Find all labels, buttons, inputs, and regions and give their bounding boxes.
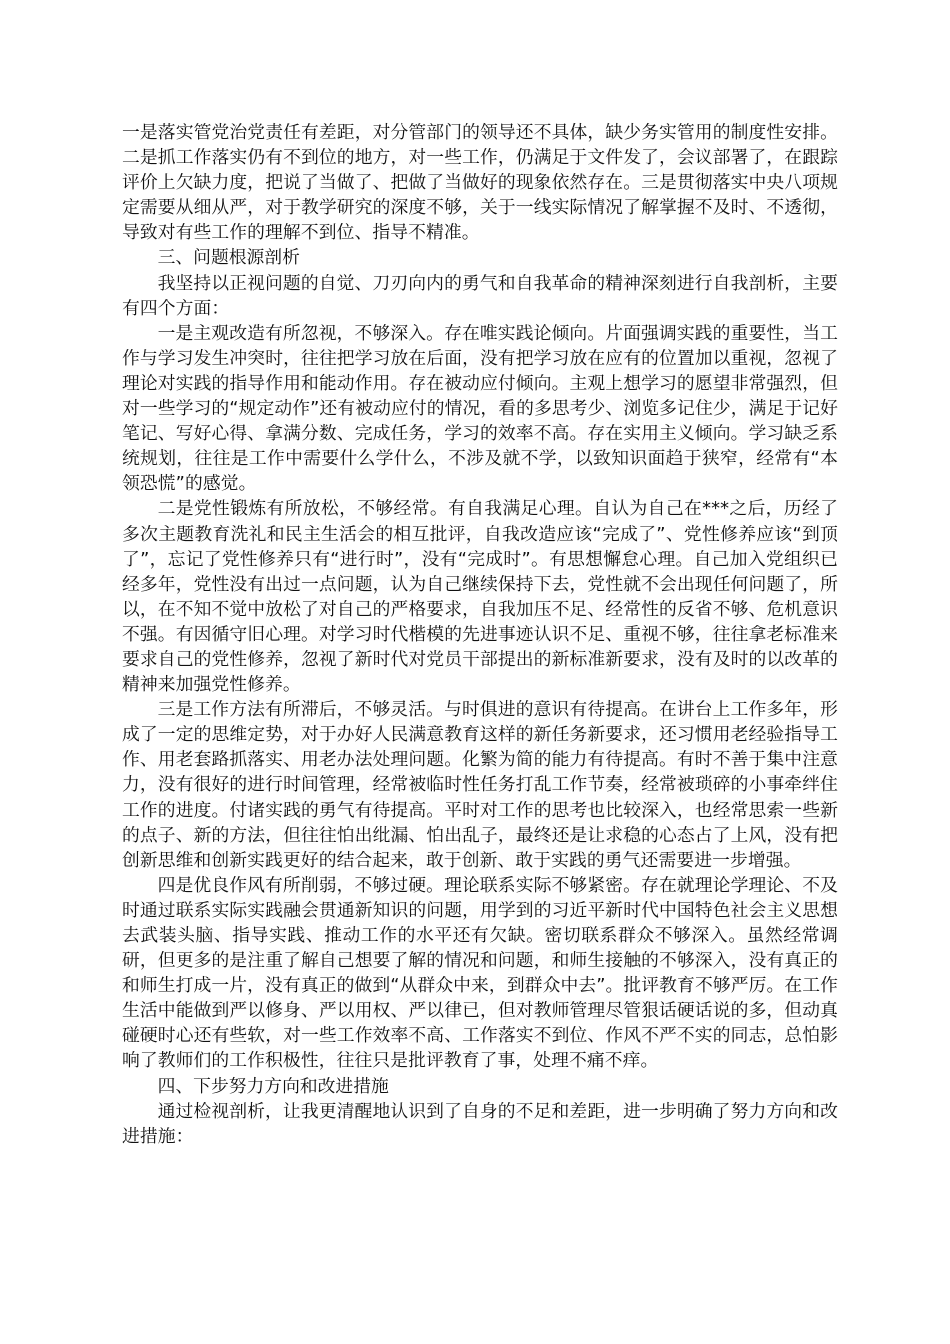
- paragraph-continued: 一是落实管党治党责任有差距，对分管部门的领导还不具体，缺少务实管用的制度性安排。二是抓工作落实仍有不到位的地方，对一些工作，仍满足于文件发了，会议部署了，在跟踪评价上欠缺力度，把说了当做了、把做了当做好的现象依然存在。三是贯彻落实中央八项规定需要从细从严，对于教学研究的深度不够，关于一线实际情况了解掌握不及时、不透彻，导致对有些工作的理解不到位、指导不精准。: [122, 122, 838, 244]
- paragraph-closing: 通过检视剖析，让我更清醒地认识到了自身的不足和差距，进一步明确了努力方向和改进措施：: [122, 1100, 838, 1147]
- document-body: [122, 120, 838, 1149]
- paragraph-point-2: 二是党性锻炼有所放松，不够经常。有自我满足心理。自认为自己在***之后，历经了多次主题教育洗礼和民主生活会的相互批评，自我改造应该“完成了”、党性修养应该“到顶了”，忘记了党性修养只有“进行时”，没有“完成时”。有思想懈怠心理。自己加入党组织已经多年，党性没有出过一点问题，认为自己继续保持下去，党性就不会出现任何问题了，所以，在不知不觉中放松了对自己的严格要求，自我加压不足、经常性的反省不够、危机意识不强。有因循守旧心理。对学习时代楷模的先进事迹认识不足、重视不够，往往拿老标准来要求自己的党性修养，忽视了新时代对党员干部提出的新标准新要求，没有及时的以改革的精神来加强党性修养。: [122, 498, 838, 696]
- paragraph-point-1: 一是主观改造有所忽视，不够深入。存在唯实践论倾向。片面强调实践的重要性，当工作与学习发生冲突时，往往把学习放在后面，没有把学习放在应有的位置加以重视，忽视了理论对实践的指导作用和能动作用。存在被动应付倾向。主观上想学习的愿望非常强烈，但对一些学习的“规定动作”还有被动应付的情况，看的多思考少、浏览多记住少，满足于记好笔记、写好心得、拿满分数、完成任务，学习的效率不高。存在实用主义倾向。学习缺乏系统规划，往往是工作中需要什么学什么，不涉及就不学，以致知识面趋于狭窄，经常有“本领恐慌”的感觉。: [122, 322, 838, 495]
- paragraph-point-4: 四是优良作风有所削弱，不够过硬。理论联系实际不够紧密。存在就理论学理论、不及时通过联系实际实践融会贯通新知识的问题，用学到的习近平新时代中国特色社会主义思想去武装头脑、指导实践、推动工作的水平还有欠缺。密切联系群众不够深入。虽然经常调研，但更多的是注重了解自己想要了解的情况和问题，和师生接触的不够深入，没有真正的和师生打成一片，没有真正的做到“从群众中来，到群众中去”。批评教育不够严厉。在工作生活中能做到严以修身、严以用权、严以律已，但对教师管理尽管狠话硬话说的多，但动真碰硬时心还有些软，对一些工作效率不高、工作落实不到位、作风不严不实的同志，总怕影响了教师们的工作积极性，往往只是批评教育了事，处理不痛不痒。: [122, 874, 838, 1072]
- section-heading-4: 四、下步努力方向和改进措施: [157, 1075, 389, 1097]
- section-heading-3: 三、问题根源剖析: [157, 247, 300, 269]
- paragraph-point-3: 三是工作方法有所滞后，不够灵活。与时俱进的意识有待提高。在讲台上工作多年，形成了一定的思维定势，对于办好人民满意教育这样的新任务新要求，还习惯用老经验指导工作、用老套路抓落实、用老办法处理问题。化繁为简的能力有待提高。有时不善于集中注意力，没有很好的进行时间管理，经常被临时性任务打乱工作节奏，经常被琐碎的小事牵绊住工作的进度。付诸实践的勇气有待提高。平时对工作的思考也比较深入，也经常思索一些新的点子、新的方法，但往往怕出纰漏、怕出乱子，最终还是让求稳的心态占了上风，没有把创新思维和创新实践更好的结合起来，敢于创新、敢于实践的勇气还需要进一步增强。: [122, 699, 838, 871]
- paragraph-intro: 我坚持以正视问题的自觉、刀刃向内的勇气和自我革命的精神深刻进行自我剖析，主要有四个方面：: [122, 272, 838, 319]
